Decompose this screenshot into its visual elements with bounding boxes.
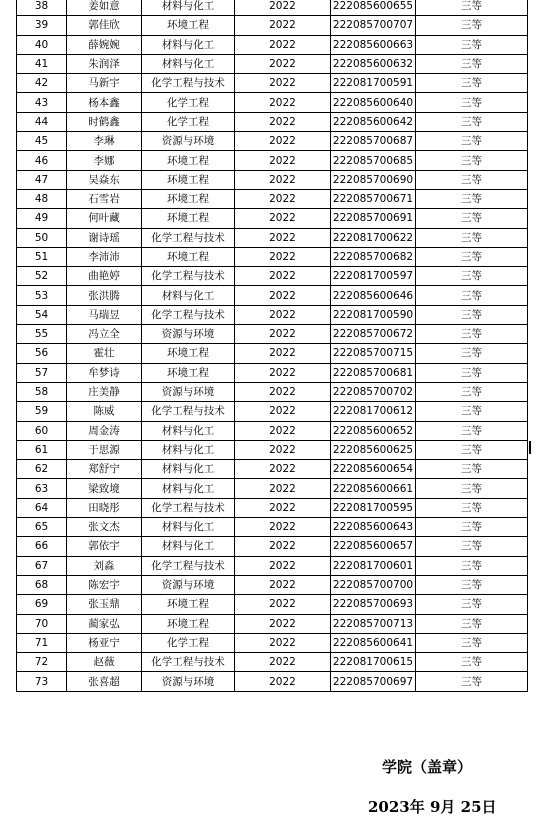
major-cell: 材料与化工	[142, 440, 235, 459]
student-name-cell: 何叶藏	[67, 209, 142, 228]
student-id-cell: 222085700702	[331, 382, 416, 401]
award-level-cell: 三等	[416, 132, 528, 151]
year-cell: 2022	[235, 93, 331, 112]
major-cell: 化学工程与技术	[142, 402, 235, 421]
student-id-cell: 222085600625	[331, 440, 416, 459]
row-number-cell: 69	[17, 595, 67, 614]
student-name-cell: 陈宏宇	[67, 575, 142, 594]
student-id-cell: 222085600646	[331, 286, 416, 305]
award-level-cell: 三等	[416, 209, 528, 228]
award-level-cell: 三等	[416, 460, 528, 479]
student-name-cell: 马瑞昱	[67, 305, 142, 324]
table-row	[17, 16, 528, 35]
row-number-cell: 39	[17, 16, 67, 35]
major-cell: 材料与化工	[142, 460, 235, 479]
student-id-cell: 222085700700	[331, 575, 416, 594]
student-id-cell: 222081700595	[331, 498, 416, 517]
major-cell: 资源与环境	[142, 672, 235, 691]
award-level-cell: 三等	[416, 498, 528, 517]
award-level-cell: 三等	[416, 363, 528, 382]
award-level-cell: 三等	[416, 421, 528, 440]
college-seal-label: 学院（盖章）	[382, 758, 473, 776]
year-cell: 2022	[235, 653, 331, 672]
table-row	[17, 35, 528, 54]
row-number-cell: 48	[17, 189, 67, 208]
award-level-cell: 三等	[416, 614, 528, 633]
student-id-cell: 222085600643	[331, 518, 416, 537]
student-name-cell: 田晓彤	[67, 498, 142, 517]
student-id-cell: 222085600654	[331, 460, 416, 479]
student-name-cell: 牟梦诗	[67, 363, 142, 382]
student-id-cell: 222085700691	[331, 209, 416, 228]
table-row	[17, 498, 528, 517]
row-number-cell: 72	[17, 653, 67, 672]
row-number-cell: 61	[17, 440, 67, 459]
student-id-cell: 222085600657	[331, 537, 416, 556]
table-row	[17, 653, 528, 672]
year-cell: 2022	[235, 672, 331, 691]
major-cell: 环境工程	[142, 614, 235, 633]
year-cell: 2022	[235, 421, 331, 440]
year-cell: 2022	[235, 189, 331, 208]
row-number-cell: 55	[17, 325, 67, 344]
row-number-cell: 57	[17, 363, 67, 382]
student-id-cell: 222085700697	[331, 672, 416, 691]
row-number-cell: 54	[17, 305, 67, 324]
student-name-cell: 杨亚宁	[67, 633, 142, 652]
row-number-cell: 41	[17, 54, 67, 73]
row-number-cell: 43	[17, 93, 67, 112]
major-cell: 化学工程与技术	[142, 267, 235, 286]
table-row	[17, 556, 528, 575]
year-cell: 2022	[235, 170, 331, 189]
table-row	[17, 209, 528, 228]
student-name-cell: 朱润泽	[67, 54, 142, 73]
student-id-cell: 222085600661	[331, 479, 416, 498]
major-cell: 化学工程与技术	[142, 74, 235, 93]
table-row	[17, 344, 528, 363]
year-cell: 2022	[235, 498, 331, 517]
major-cell: 材料与化工	[142, 518, 235, 537]
year-cell: 2022	[235, 325, 331, 344]
student-id-cell: 222085700715	[331, 344, 416, 363]
student-name-cell: 张喜超	[67, 672, 142, 691]
student-name-cell: 郑舒宁	[67, 460, 142, 479]
table-row	[17, 228, 528, 247]
major-cell: 化学工程	[142, 633, 235, 652]
major-cell: 材料与化工	[142, 421, 235, 440]
student-id-cell: 222081700612	[331, 402, 416, 421]
student-name-cell: 霍壮	[67, 344, 142, 363]
award-level-cell: 三等	[416, 170, 528, 189]
table-row	[17, 402, 528, 421]
table-row	[17, 363, 528, 382]
row-number-cell: 51	[17, 247, 67, 266]
table-row	[17, 595, 528, 614]
award-level-cell: 三等	[416, 112, 528, 131]
year-cell: 2022	[235, 209, 331, 228]
row-number-cell: 56	[17, 344, 67, 363]
award-level-cell: 三等	[416, 0, 528, 16]
award-level-cell: 三等	[416, 189, 528, 208]
award-level-cell: 三等	[416, 575, 528, 594]
award-level-cell: 三等	[416, 325, 528, 344]
major-cell: 化学工程与技术	[142, 228, 235, 247]
student-id-cell: 222081700615	[331, 653, 416, 672]
table-row	[17, 440, 528, 459]
student-name-cell: 薛婉婉	[67, 35, 142, 54]
table-row	[17, 267, 528, 286]
student-name-cell: 刘淼	[67, 556, 142, 575]
row-number-cell: 68	[17, 575, 67, 594]
year-cell: 2022	[235, 402, 331, 421]
row-number-cell: 65	[17, 518, 67, 537]
major-cell: 化学工程与技术	[142, 305, 235, 324]
year-cell: 2022	[235, 382, 331, 401]
row-number-cell: 63	[17, 479, 67, 498]
row-number-cell: 67	[17, 556, 67, 575]
row-number-cell: 50	[17, 228, 67, 247]
student-name-cell: 谢诗瑶	[67, 228, 142, 247]
award-level-cell: 三等	[416, 228, 528, 247]
row-number-cell: 38	[17, 0, 67, 16]
major-cell: 材料与化工	[142, 54, 235, 73]
table-row	[17, 518, 528, 537]
major-cell: 化学工程	[142, 93, 235, 112]
student-id-cell: 222085600632	[331, 54, 416, 73]
year-cell: 2022	[235, 537, 331, 556]
major-cell: 化学工程与技术	[142, 653, 235, 672]
student-name-cell: 马新宇	[67, 74, 142, 93]
major-cell: 资源与环境	[142, 382, 235, 401]
row-number-cell: 62	[17, 460, 67, 479]
year-cell: 2022	[235, 247, 331, 266]
student-id-cell: 222081700591	[331, 74, 416, 93]
row-number-cell: 70	[17, 614, 67, 633]
student-name-cell: 曲艳婷	[67, 267, 142, 286]
award-level-cell: 三等	[416, 537, 528, 556]
award-level-cell: 三等	[416, 382, 528, 401]
student-id-cell: 222085600642	[331, 112, 416, 131]
student-id-cell: 222085700685	[331, 151, 416, 170]
year-cell: 2022	[235, 614, 331, 633]
year-cell: 2022	[235, 267, 331, 286]
major-cell: 材料与化工	[142, 479, 235, 498]
student-id-cell: 222085700671	[331, 189, 416, 208]
student-name-cell: 郭佳欣	[67, 16, 142, 35]
year-cell: 2022	[235, 556, 331, 575]
row-number-cell: 45	[17, 132, 67, 151]
row-number-cell: 64	[17, 498, 67, 517]
student-name-cell: 张文杰	[67, 518, 142, 537]
table-row	[17, 575, 528, 594]
student-id-cell: 222085600655	[331, 0, 416, 16]
student-id-cell: 222085600640	[331, 93, 416, 112]
student-name-cell: 冯立全	[67, 325, 142, 344]
year-cell: 2022	[235, 16, 331, 35]
award-level-cell: 三等	[416, 16, 528, 35]
student-name-cell: 郭依宇	[67, 537, 142, 556]
row-number-cell: 53	[17, 286, 67, 305]
year-cell: 2022	[235, 74, 331, 93]
row-number-cell: 59	[17, 402, 67, 421]
student-name-cell: 梁致境	[67, 479, 142, 498]
major-cell: 材料与化工	[142, 35, 235, 54]
year-cell: 2022	[235, 440, 331, 459]
signature-date: 2023年 9月 25日	[368, 798, 497, 816]
table-row	[17, 0, 528, 16]
award-level-cell: 三等	[416, 93, 528, 112]
student-id-cell: 222081700601	[331, 556, 416, 575]
table-row	[17, 132, 528, 151]
year-cell: 2022	[235, 35, 331, 54]
table-row	[17, 305, 528, 324]
award-level-cell: 三等	[416, 556, 528, 575]
year-cell: 2022	[235, 112, 331, 131]
major-cell: 材料与化工	[142, 537, 235, 556]
year-cell: 2022	[235, 518, 331, 537]
student-name-cell: 赵薇	[67, 653, 142, 672]
year-cell: 2022	[235, 363, 331, 382]
table-row	[17, 672, 528, 691]
award-level-cell: 三等	[416, 595, 528, 614]
table-row	[17, 325, 528, 344]
award-level-cell: 三等	[416, 344, 528, 363]
award-level-cell: 三等	[416, 247, 528, 266]
table-row	[17, 421, 528, 440]
year-cell: 2022	[235, 633, 331, 652]
table-body	[17, 0, 528, 691]
award-level-cell: 三等	[416, 518, 528, 537]
major-cell: 环境工程	[142, 363, 235, 382]
student-id-cell: 222081700622	[331, 228, 416, 247]
table-row	[17, 382, 528, 401]
award-level-cell: 三等	[416, 151, 528, 170]
award-level-cell: 三等	[416, 305, 528, 324]
student-id-cell: 222085600663	[331, 35, 416, 54]
row-number-cell: 52	[17, 267, 67, 286]
table-row	[17, 460, 528, 479]
award-level-cell: 三等	[416, 286, 528, 305]
student-id-cell: 222085700672	[331, 325, 416, 344]
year-cell: 2022	[235, 132, 331, 151]
row-number-cell: 49	[17, 209, 67, 228]
student-name-cell: 杨本鑫	[67, 93, 142, 112]
row-number-cell: 58	[17, 382, 67, 401]
award-level-cell: 三等	[416, 633, 528, 652]
row-number-cell: 66	[17, 537, 67, 556]
major-cell: 环境工程	[142, 247, 235, 266]
award-level-cell: 三等	[416, 479, 528, 498]
award-level-cell: 三等	[416, 440, 528, 459]
major-cell: 材料与化工	[142, 286, 235, 305]
major-cell: 资源与环境	[142, 325, 235, 344]
row-number-cell: 47	[17, 170, 67, 189]
year-cell: 2022	[235, 54, 331, 73]
year-cell: 2022	[235, 479, 331, 498]
student-name-cell: 时鹤鑫	[67, 112, 142, 131]
student-name-cell: 吴焱东	[67, 170, 142, 189]
student-id-cell: 222085700687	[331, 132, 416, 151]
year-cell: 2022	[235, 575, 331, 594]
major-cell: 化学工程与技术	[142, 498, 235, 517]
student-name-cell: 李娜	[67, 151, 142, 170]
table-row	[17, 170, 528, 189]
year-cell: 2022	[235, 0, 331, 16]
award-list-table	[16, 0, 528, 692]
student-name-cell: 周金涛	[67, 421, 142, 440]
row-number-cell: 44	[17, 112, 67, 131]
row-number-cell: 46	[17, 151, 67, 170]
table-row	[17, 93, 528, 112]
student-id-cell: 222085700713	[331, 614, 416, 633]
award-level-cell: 三等	[416, 653, 528, 672]
row-number-cell: 73	[17, 672, 67, 691]
major-cell: 环境工程	[142, 189, 235, 208]
edge-mark	[529, 441, 531, 454]
major-cell: 材料与化工	[142, 0, 235, 16]
award-level-cell: 三等	[416, 267, 528, 286]
table-row	[17, 633, 528, 652]
student-id-cell: 222085600641	[331, 633, 416, 652]
award-level-cell: 三等	[416, 672, 528, 691]
student-name-cell: 陈威	[67, 402, 142, 421]
table-row	[17, 74, 528, 93]
student-id-cell: 222085600652	[331, 421, 416, 440]
row-number-cell: 71	[17, 633, 67, 652]
major-cell: 环境工程	[142, 16, 235, 35]
major-cell: 环境工程	[142, 209, 235, 228]
table-row	[17, 614, 528, 633]
student-id-cell: 222085700681	[331, 363, 416, 382]
student-name-cell: 石雪岩	[67, 189, 142, 208]
award-level-cell: 三等	[416, 35, 528, 54]
year-cell: 2022	[235, 151, 331, 170]
major-cell: 环境工程	[142, 170, 235, 189]
student-id-cell: 222085700690	[331, 170, 416, 189]
student-name-cell: 庄美静	[67, 382, 142, 401]
student-name-cell: 李沛沛	[67, 247, 142, 266]
table-row	[17, 537, 528, 556]
student-name-cell: 张洪腾	[67, 286, 142, 305]
student-id-cell: 222081700590	[331, 305, 416, 324]
row-number-cell: 40	[17, 35, 67, 54]
year-cell: 2022	[235, 305, 331, 324]
year-cell: 2022	[235, 286, 331, 305]
student-name-cell: 姜如意	[67, 0, 142, 16]
student-name-cell: 张玉鼎	[67, 595, 142, 614]
major-cell: 化学工程与技术	[142, 556, 235, 575]
award-level-cell: 三等	[416, 74, 528, 93]
table-row	[17, 189, 528, 208]
table-row	[17, 479, 528, 498]
major-cell: 化学工程	[142, 112, 235, 131]
year-cell: 2022	[235, 344, 331, 363]
student-name-cell: 李琳	[67, 132, 142, 151]
major-cell: 环境工程	[142, 595, 235, 614]
student-id-cell: 222085700693	[331, 595, 416, 614]
table-row	[17, 151, 528, 170]
award-level-cell: 三等	[416, 54, 528, 73]
student-id-cell: 222085700682	[331, 247, 416, 266]
student-id-cell: 222085700707	[331, 16, 416, 35]
major-cell: 环境工程	[142, 151, 235, 170]
major-cell: 资源与环境	[142, 575, 235, 594]
award-level-cell: 三等	[416, 402, 528, 421]
table-row	[17, 247, 528, 266]
year-cell: 2022	[235, 228, 331, 247]
row-number-cell: 60	[17, 421, 67, 440]
table-row	[17, 286, 528, 305]
table-row	[17, 112, 528, 131]
student-name-cell: 蔺家弘	[67, 614, 142, 633]
row-number-cell: 42	[17, 74, 67, 93]
table-row	[17, 54, 528, 73]
year-cell: 2022	[235, 595, 331, 614]
student-id-cell: 222081700597	[331, 267, 416, 286]
student-name-cell: 于思源	[67, 440, 142, 459]
year-cell: 2022	[235, 460, 331, 479]
major-cell: 环境工程	[142, 344, 235, 363]
major-cell: 资源与环境	[142, 132, 235, 151]
